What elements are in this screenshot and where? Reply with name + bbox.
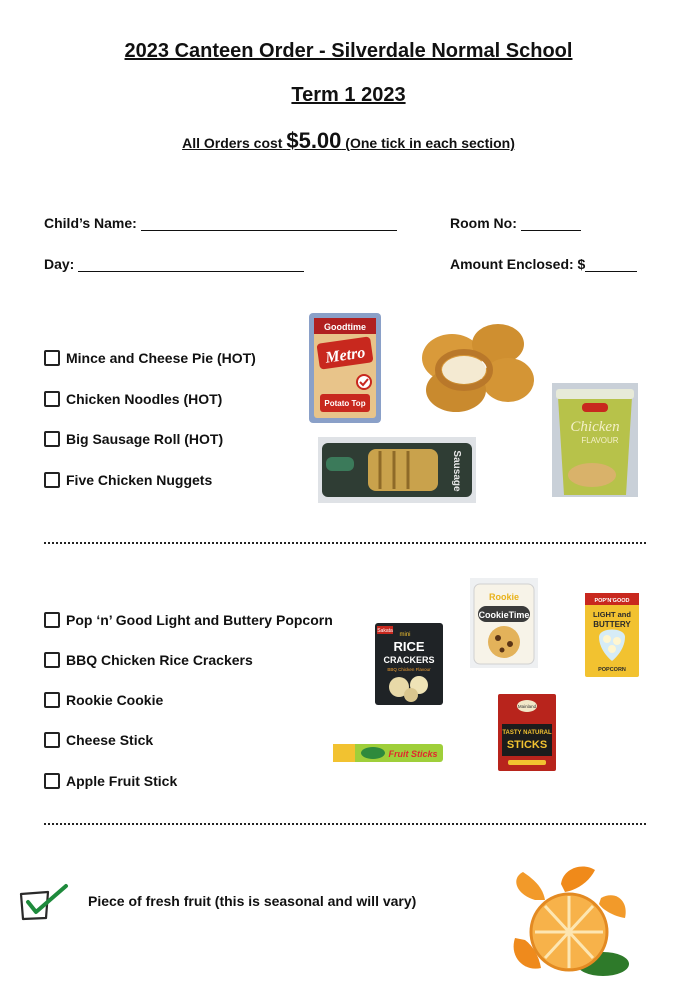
fruit-stick-image <box>333 742 443 764</box>
cheese-stick-image <box>498 694 556 771</box>
amount-field <box>450 256 637 272</box>
cheese-name1: TASTY NATURAL <box>502 730 552 736</box>
section-divider <box>44 823 646 825</box>
option-apple-fruit-stick[interactable] <box>44 773 177 789</box>
checkbox[interactable] <box>44 692 60 708</box>
option-label: Cheese Stick <box>66 732 154 748</box>
checkbox[interactable] <box>44 472 60 488</box>
noodles-image <box>552 383 638 497</box>
option-label: Five Chicken Nuggets <box>66 472 213 488</box>
option-rookie-cookie[interactable] <box>44 692 163 708</box>
option-cheese-stick[interactable] <box>44 732 153 748</box>
child-name-label: Child’s Name: <box>44 215 137 231</box>
cookie-name: CookieTime <box>478 610 530 620</box>
rice-brand: Sakata <box>377 628 393 634</box>
option-label: Rookie Cookie <box>66 692 164 708</box>
option-mince-pie[interactable] <box>44 350 256 366</box>
room-field <box>450 215 581 231</box>
option-rice-crackers[interactable] <box>44 652 253 668</box>
popcorn-tag: POPCORN <box>598 667 626 673</box>
cost-suffix: (One tick in each section) <box>345 135 515 151</box>
popcorn-name1: LIGHT and <box>593 610 631 619</box>
amount-label: Amount Enclosed: $ <box>450 256 586 272</box>
rice-top: mini <box>399 632 411 638</box>
pie-brand: Goodtime <box>324 322 366 332</box>
section-divider <box>44 542 646 544</box>
child-name-blank[interactable] <box>141 217 397 231</box>
term-heading: Term 1 2023 <box>291 84 406 106</box>
rice-crackers-image <box>375 623 443 705</box>
cost-price: $5.00 <box>286 128 342 153</box>
checked-box-icon <box>18 882 70 922</box>
pie-name: Metro <box>324 344 367 367</box>
rice-name2: CRACKERS <box>383 655 435 665</box>
checkbox[interactable] <box>44 612 60 628</box>
popcorn-name2: BUTTERY <box>593 620 631 629</box>
day-label: Day: <box>44 256 75 272</box>
option-popcorn[interactable] <box>44 612 333 628</box>
pie-image <box>308 312 382 424</box>
checkbox[interactable] <box>44 652 60 668</box>
page-title: 2023 Canteen Order - Silverdale Normal School <box>124 40 573 62</box>
popcorn-image <box>585 593 639 677</box>
rice-name1: RICE <box>393 639 425 654</box>
option-chicken-noodles[interactable] <box>44 391 222 407</box>
noodles-text: Chicken <box>570 419 620 435</box>
option-label: Mince and Cheese Pie (HOT) <box>66 350 256 366</box>
sausage-roll-image <box>318 437 476 503</box>
checkbox[interactable] <box>44 350 60 366</box>
cheese-brand: Mainland <box>517 704 537 709</box>
room-label: Room No: <box>450 215 517 231</box>
day-field <box>44 256 304 272</box>
room-blank[interactable] <box>521 217 581 231</box>
checkbox[interactable] <box>44 431 60 447</box>
rookie-cookie-image <box>470 578 538 668</box>
noodles-sub: FLAVOUR <box>581 436 619 445</box>
checkbox[interactable] <box>44 732 60 748</box>
cost-prefix: All Orders cost <box>182 135 283 151</box>
option-label: BBQ Chicken Rice Crackers <box>66 652 253 668</box>
popcorn-brand: POP'N'GOOD <box>594 598 630 604</box>
option-chicken-nuggets[interactable] <box>44 472 212 488</box>
child-name-field <box>44 215 397 231</box>
fruit-label: Piece of fresh fruit (this is seasonal and will vary) <box>88 893 417 909</box>
option-label: Chicken Noodles (HOT) <box>66 391 223 407</box>
fruitstick-text: Fruit Sticks <box>388 749 438 759</box>
pie-tag: Potato Top <box>324 399 366 408</box>
option-label: Pop ‘n’ Good Light and Buttery Popcorn <box>66 612 333 628</box>
checkbox[interactable] <box>44 773 60 789</box>
option-label: Big Sausage Roll (HOT) <box>66 431 224 447</box>
rice-flavour: BBQ Chicken Flavour <box>387 667 431 672</box>
amount-blank[interactable] <box>585 258 637 272</box>
cheese-name2: STICKS <box>506 739 548 751</box>
cookie-brand: Rookie <box>488 592 520 602</box>
day-blank[interactable] <box>78 258 304 272</box>
cost-line <box>0 128 697 154</box>
checkbox[interactable] <box>44 391 60 407</box>
option-label: Apple Fruit Stick <box>66 773 178 789</box>
option-sausage-roll[interactable] <box>44 431 223 447</box>
nuggets-image <box>412 318 536 418</box>
sausage-text: Sausage <box>451 450 462 492</box>
mandarin-image <box>505 860 633 980</box>
